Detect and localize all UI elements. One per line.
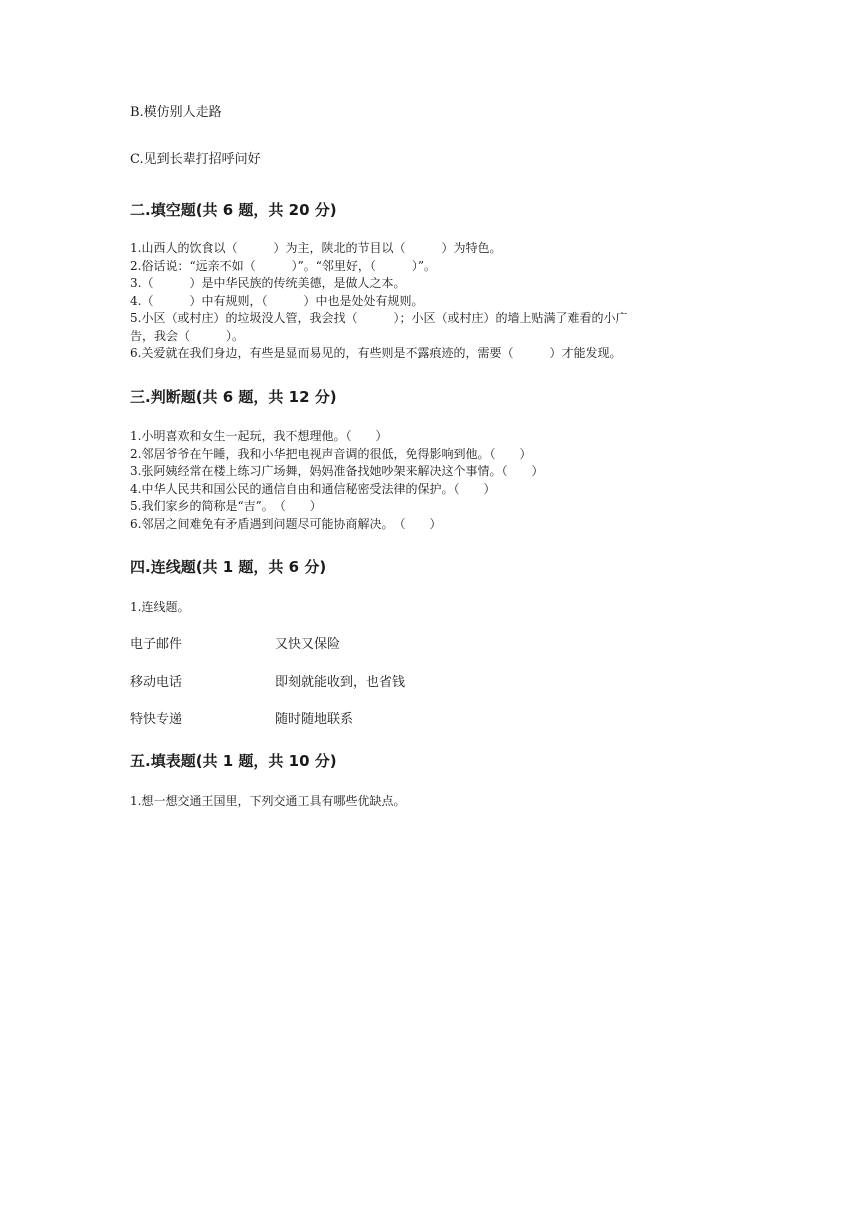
- matching-question: 1.连线题。: [130, 600, 190, 614]
- section-title-fill-blank: 二.填空题(共 6 题，共 20 分): [130, 201, 337, 219]
- match-right-item: 即刻就能收到，也省钱: [275, 675, 406, 690]
- match-left-item: 电子邮件: [130, 637, 183, 652]
- question-item: 1.小明喜欢和女生一起玩，我不想理他。（ ）: [130, 429, 388, 443]
- question-item: 3.（ ）是中华民族的传统美德，是做人之本。: [130, 276, 406, 290]
- match-left-item: 移动电话: [130, 675, 183, 690]
- question-item: 2.俗话说：“远亲不如（ ）”。“邻里好，（ ）”。: [130, 258, 436, 273]
- question-item: 4.中华人民共和国公民的通信自由和通信秘密受法律的保护。（ ）: [130, 481, 496, 496]
- match-right-item: 又快又保险: [275, 637, 341, 652]
- question-item: 4.（ ）中有规则，（ ）中也是处处有规则。: [130, 293, 424, 308]
- question-item: 5.小区（或村庄）的垃圾没人管，我会找（ ）；小区（或村庄）的墙上贴满了难看的小广: [130, 311, 628, 325]
- question-item: 2.邻居爷爷在午睡，我和小华把电视声音调的很低，免得影响到他。（ ）: [130, 446, 532, 461]
- question-item: 3.张阿姨经常在楼上练习广场舞，妈妈准备找她吵架来解决这个事情。（ ）: [130, 464, 544, 478]
- fill-blank-question-list: [130, 240, 720, 363]
- option-b: B.模仿别人走路: [130, 105, 222, 120]
- section-title-true-false: 三.判断题(共 6 题，共 12 分): [130, 388, 337, 406]
- question-item: 6.邻居之间难免有矛盾遇到问题尽可能协商解决。 （ ）: [130, 516, 442, 531]
- option-c: C.见到长辈打招呼问好: [130, 152, 261, 167]
- question-item: 5.我们家乡的简称是“吉”。 （ ）: [130, 499, 322, 513]
- match-left-item: 特快专递: [130, 712, 183, 727]
- section-title-matching: 四.连线题(共 1 题，共 6 分): [130, 558, 327, 576]
- section-title-table: 五.填表题(共 1 题，共 10 分): [130, 752, 337, 770]
- true-false-question-list: [130, 428, 720, 533]
- match-right-item: 随时随地联系: [275, 712, 354, 727]
- question-item: 6.关爱就在我们身边，有些是显而易见的，有些则是不露痕迹的，需要（ ）才能发现。: [130, 346, 622, 360]
- table-question: 1.想一想交通王国里，下列交通工具有哪些优缺点。: [130, 794, 406, 808]
- question-item: 1.山西人的饮食以（ ）为主，陕北的节目以（ ）为特色。: [130, 241, 502, 255]
- question-item-continued: 告，我会（ ）。: [130, 328, 245, 343]
